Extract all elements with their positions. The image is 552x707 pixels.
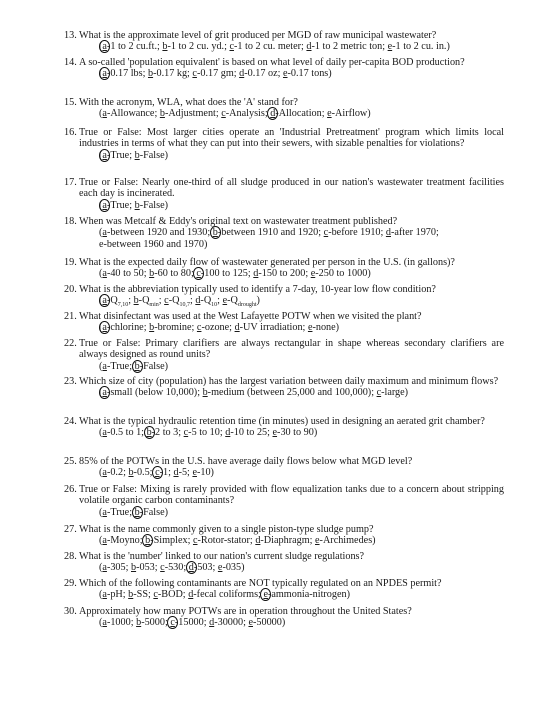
answer-mark: d [186,561,197,574]
question-number: 23. [64,376,77,387]
question-25 [64,456,504,479]
question-19 [64,257,504,280]
question-number: 21. [64,311,77,322]
question-text: Which size of city (population) has the largest variation between daily maximum and minimum flows? [79,376,499,387]
question-text: True or False: Nearly one-third of all sludge produced in our nation's wastewater treatment facilities each day is incinerated. [79,177,504,200]
question-text: What is the name commonly given to a single piston-type sludge pump? [79,524,374,535]
answer-mark: b [210,226,221,239]
answer-options: e-between 1960 and 1970) [99,238,208,250]
question-number: 15. [64,97,77,108]
answer-options: (a-0.2; b-0.5; c-1; d-5; e-10) [99,467,214,479]
answer-options: (a-Moyno; b-Simplex; c-Rotor-stator; d-Diaphragm; e-Archimedes) [99,535,376,547]
question-number: 26. [64,484,77,495]
question-29 [64,578,504,601]
answer-mark: b [132,360,143,373]
question-16 [64,127,504,161]
answer-options: (a-True; b-False) [99,360,168,372]
answer-mark: c [167,616,178,629]
answer-mark: a [99,199,110,212]
answer-mark: b [132,506,143,519]
question-text: What is the approximate level of grit produced per MGD of raw municipal wastewater? [79,30,437,41]
answer-options: (a-True; b-False) [99,149,168,161]
question-number: 13. [64,30,77,41]
answer-mark: d [267,107,278,120]
answer-mark: b [144,426,155,439]
question-number: 18. [64,216,77,227]
question-number: 24. [64,416,77,427]
question-text: What is the typical hydraulic retention time (in minutes) used in designing an aerated grit chamber? [79,416,485,427]
question-26 [64,484,504,518]
question-text: True or False: Mixing is rarely provided with flow equalization tanks due to a concern about stripping volatile organic carbon contaminants? [79,484,504,507]
question-17 [64,177,504,211]
answer-options: (a-305; b-053; c-530; d-503; e-035) [99,562,245,574]
question-number: 22. [64,338,77,349]
question-14 [64,57,504,80]
question-text: Approximately how many POTWs are in operation throughout the United States? [79,606,412,617]
answer-mark: a [99,321,110,334]
answer-mark: a [99,294,110,307]
question-number: 14. [64,57,77,68]
answer-options: (a-between 1920 and 1930; b-between 1910 and 1920; c-before 1910; d-after 1970; [99,227,439,239]
question-number: 27. [64,524,77,535]
answer-mark: a [99,67,110,80]
answer-options: (a-Allowance; b-Adjustment; c-Analysis; d-Allocation; e-Airflow) [99,108,371,120]
answer-options: (a-0.5 to 1; b-2 to 3; c-5 to 10; d-10 to 25; e-30 to 90) [99,427,318,439]
question-text: True or False: Primary clarifiers are always rectangular in shape whereas secondary clarifiers are always designed as round units? [79,338,504,361]
question-23 [64,376,504,399]
question-21 [64,311,504,334]
answer-options: (a-True; b-False) [99,506,168,518]
answer-mark: c [152,466,163,479]
answer-options: (a-chlorine; b-bromine; c-ozone; d-UV irradiation; e-none) [99,322,340,334]
question-22 [64,338,504,372]
question-13 [64,30,504,53]
question-text: 85% of the POTWs in the U.S. have average daily flows below what MGD level? [79,456,413,467]
answer-options: (a-0.17 lbs; b-0.17 kg; c-0.17 gm; d-0.17 oz; e-0.17 tons) [99,68,332,80]
question-number: 20. [64,284,77,295]
question-28 [64,551,504,574]
question-number: 28. [64,551,77,562]
question-27 [64,524,504,547]
question-number: 25. [64,456,77,467]
question-number: 29. [64,578,77,589]
question-text: With the acronym, WLA, what does the 'A' stand for? [79,97,298,108]
answer-options: (a-small (below 10,000); b-medium (between 25,000 and 100,000); c-large) [99,387,409,399]
question-text: A so-called 'population equivalent' is based on what level of daily per-capita BOD production? [79,57,465,68]
question-15 [64,97,504,120]
question-text: What disinfectant was used at the West Lafayette POTW when we visited the plant? [79,311,422,322]
answer-mark: a [99,149,110,162]
question-text: What is the expected daily flow of wastewater generated per person in the U.S. (in gallons)? [79,257,455,268]
question-number: 17. [64,177,77,188]
question-text: What is the 'number' linked to our nation's current sludge regulations? [79,551,365,562]
question-number: 30. [64,606,77,617]
answer-mark: b [142,534,153,547]
question-20 [64,284,504,307]
question-24 [64,416,504,439]
answer-options: (a-1000; b-5000; c-15000; d-30000; e-50000) [99,617,286,629]
question-text: True or False: Most larger cities operate an 'Industrial Pretreatment' program which limits local industries in terms of what they can put into their sewers, with sizable penalties for violations? [79,127,504,150]
question-text: What is the abbreviation typically used to identify a 7-day, 10-year low flow condition? [79,284,436,295]
answer-options: ($a-Q_{7,10}$; $b-Q_{min}$; $c-Q_{10,7}$; $d-Q_{10}$; $e-Q_{drought}$) [99,295,260,309]
question-30 [64,606,504,629]
answer-options: (a-40 to 50; b-60 to 80; c-100 to 125; d-150 to 200; e-250 to 1000) [99,268,371,280]
question-text: When was Metcalf & Eddy's original text on wastewater treatment published? [79,216,398,227]
answer-mark: c [193,267,204,280]
answer-mark: e [260,588,271,601]
answer-options: (a-True; b-False) [99,199,168,211]
question-18 [64,216,504,250]
answer-options: (a-1 to 2 cu.ft.; b-1 to 2 cu. yd.; c-1 to 2 cu. meter; d-1 to 2 metric ton; e-1 to 2 cu. in.) [99,41,450,53]
answer-mark: a [99,386,110,399]
answer-options: (a-pH; b-SS; c-BOD; d-fecal coliforms; e-ammonia-nitrogen) [99,589,351,601]
question-number: 16. [64,127,77,138]
question-text: Which of the following contaminants are NOT typically regulated on an NPDES permit? [79,578,442,589]
answer-mark: a [99,40,110,53]
question-number: 19. [64,257,77,268]
